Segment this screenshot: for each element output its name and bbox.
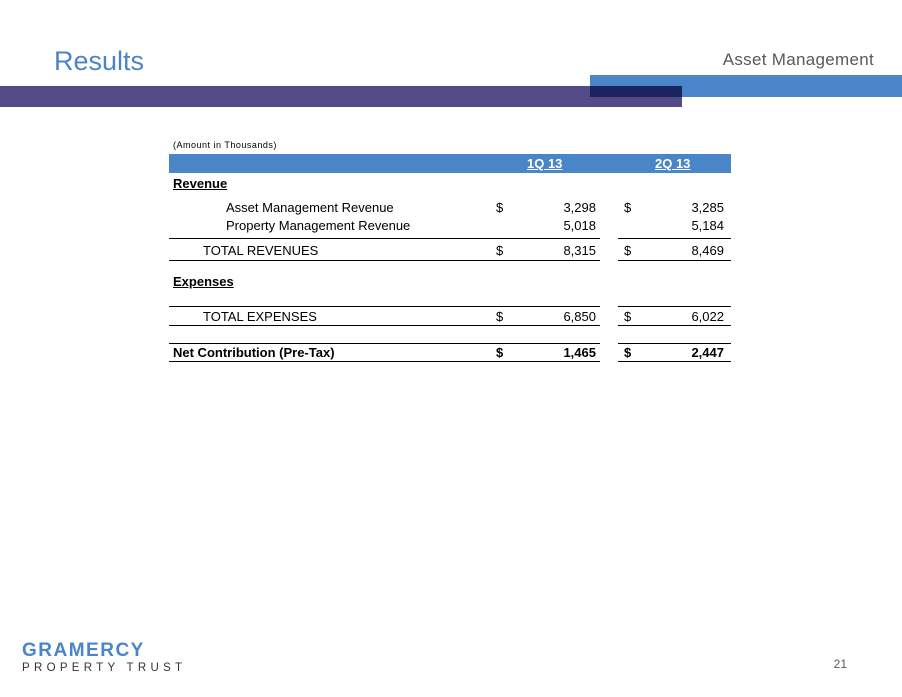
currency-symbol: $ (624, 243, 632, 258)
row-label: Asset Management Revenue (226, 200, 394, 215)
header-band-navy (590, 86, 682, 97)
value-1q13: 5,018 (563, 218, 596, 233)
rule (169, 325, 600, 326)
value-1q13: 8,315 (563, 243, 596, 258)
section-label: Asset Management (722, 50, 874, 69)
currency-symbol: $ (496, 309, 504, 324)
rule (169, 260, 600, 261)
currency-symbol: $ (496, 345, 504, 360)
company-logo (22, 641, 186, 675)
value-1q13: 3,298 (563, 200, 596, 215)
logo-wordmark: GRAMERCY (22, 640, 145, 661)
value-2q13: 5,184 (691, 218, 724, 233)
rule (618, 260, 731, 261)
rule (169, 343, 600, 344)
rule (169, 238, 600, 239)
table-header (169, 154, 731, 173)
value-2q13: 8,469 (691, 243, 724, 258)
net-contribution-label: Net Contribution (Pre-Tax) (173, 345, 335, 360)
value-2q13: 6,022 (691, 309, 724, 324)
total-revenues-label: TOTAL REVENUES (203, 243, 319, 258)
logo-tagline: PROPERTY TRUST (22, 662, 187, 674)
rule (169, 306, 600, 307)
page-title: Results (54, 46, 145, 76)
value-2q13: 2,447 (691, 345, 724, 360)
value-2q13: 3,285 (691, 200, 724, 215)
rule (618, 343, 731, 344)
rule (169, 361, 600, 362)
total-expenses-label: TOTAL EXPENSES (203, 309, 317, 324)
currency-symbol: $ (624, 345, 632, 360)
revenue-heading: Revenue (173, 176, 228, 191)
currency-symbol: $ (496, 200, 504, 215)
value-1q13: 1,465 (563, 345, 596, 360)
rule (618, 361, 731, 362)
row-label: Property Management Revenue (226, 218, 411, 233)
currency-symbol: $ (496, 243, 504, 258)
column-header-1q13: 1Q 13 (527, 156, 563, 171)
units-note: (Amount in Thousands) (173, 140, 277, 150)
currency-symbol: $ (624, 200, 632, 215)
value-1q13: 6,850 (563, 309, 596, 324)
rule (618, 238, 731, 239)
currency-symbol: $ (624, 309, 632, 324)
expenses-heading: Expenses (173, 274, 234, 289)
header-band-purple (0, 86, 682, 107)
page-number: 21 (833, 657, 847, 671)
rule (618, 325, 731, 326)
column-header-2q13: 2Q 13 (655, 156, 691, 171)
rule (618, 306, 731, 307)
